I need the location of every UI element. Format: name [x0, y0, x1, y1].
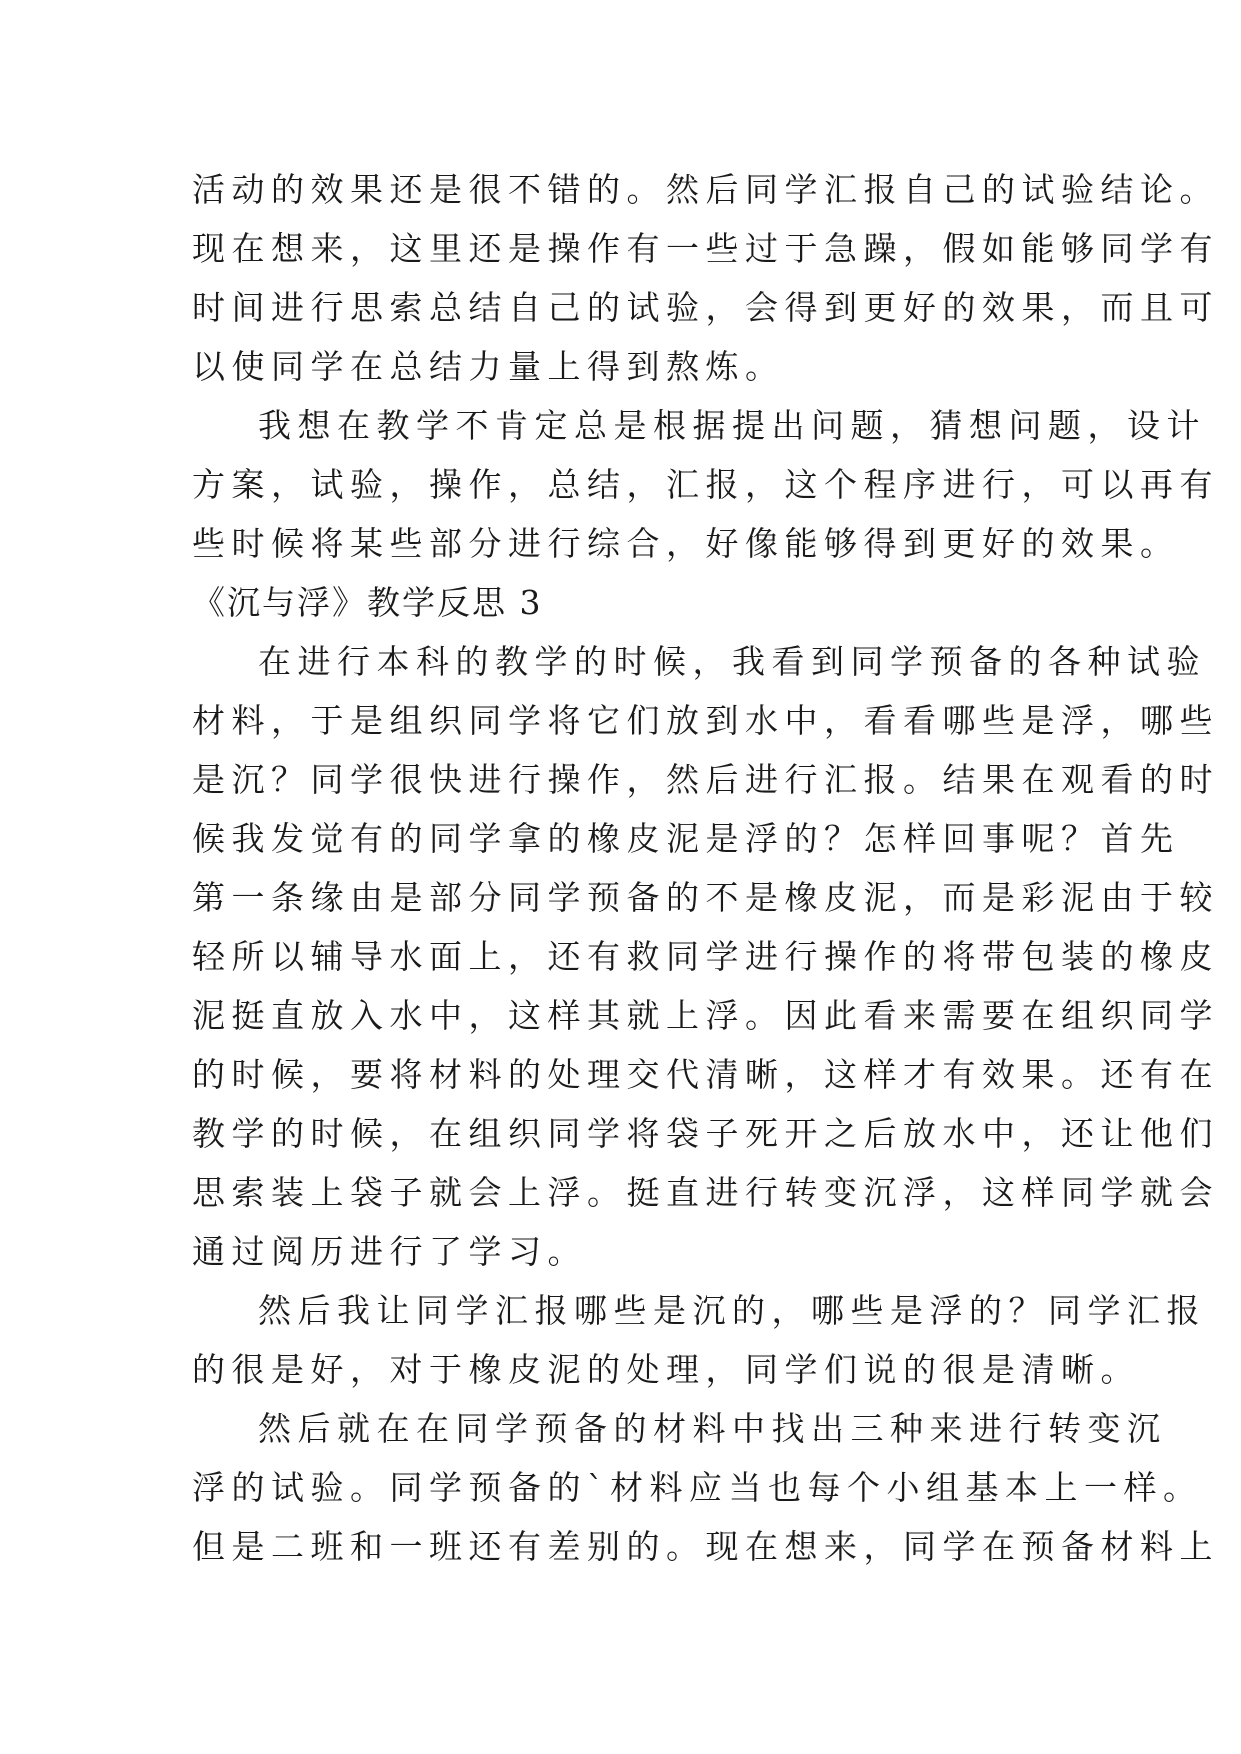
text-line: 的很是好，对于橡皮泥的处理，同学们说的很是清晰。	[192, 1350, 1140, 1389]
text-line: 泥挺直放入水中，这样其就上浮。因此看来需要在组织同学	[192, 996, 1219, 1035]
text-line: 材料，于是组织同学将它们放到水中，看看哪些是浮，哪些	[192, 701, 1219, 740]
text-line: 轻所以辅导水面上，还有救同学进行操作的将带包装的橡皮	[192, 937, 1219, 976]
text-line: 现在想来，这里还是操作有一些过于急躁，假如能够同学有	[192, 229, 1219, 268]
text-line: 但是二班和一班还有差别的。现在想来，同学在预备材料上	[192, 1527, 1219, 1566]
text-line: 通过阅历进行了学习。	[192, 1232, 587, 1271]
text-line: 是沉？同学很快进行操作，然后进行汇报。结果在观看的时	[192, 760, 1219, 799]
text-line: 我想在教学不肯定总是根据提出问题，猜想问题，设计	[258, 406, 1206, 445]
text-line: 浮的试验。同学预备的`材料应当也每个小组基本上一样。	[192, 1468, 1203, 1507]
text-line: 时间进行思索总结自己的试验，会得到更好的效果，而且可	[192, 288, 1219, 327]
text-line: 思索装上袋子就会上浮。挺直进行转变沉浮，这样同学就会	[192, 1173, 1219, 1212]
text-line: 教学的时候，在组织同学将袋子死开之后放水中，还让他们	[192, 1114, 1219, 1153]
text-line: 第一条缘由是部分同学预备的不是橡皮泥，而是彩泥由于较	[192, 878, 1219, 917]
text-line: 在进行本科的教学的时候，我看到同学预备的各种试验	[258, 642, 1206, 681]
text-line: 些时候将某些部分进行综合，好像能够得到更好的效果。	[192, 524, 1180, 563]
text-line: 活动的效果还是很不错的。然后同学汇报自己的试验结论。	[192, 170, 1219, 209]
section-heading: 《沉与浮》教学反思 3	[192, 583, 543, 622]
text-line: 然后我让同学汇报哪些是沉的，哪些是浮的？同学汇报	[258, 1291, 1206, 1330]
text-line: 候我发觉有的同学拿的橡皮泥是浮的？怎样回事呢？首先	[192, 819, 1180, 858]
text-line: 然后就在在同学预备的材料中找出三种来进行转变沉	[258, 1409, 1167, 1448]
document-body	[192, 160, 1219, 1576]
text-line: 方案，试验，操作，总结，汇报，这个程序进行，可以再有	[192, 465, 1219, 504]
text-line: 以使同学在总结力量上得到熬炼。	[192, 347, 785, 386]
text-line: 的时候，要将材料的处理交代清晰，这样才有效果。还有在	[192, 1055, 1219, 1094]
